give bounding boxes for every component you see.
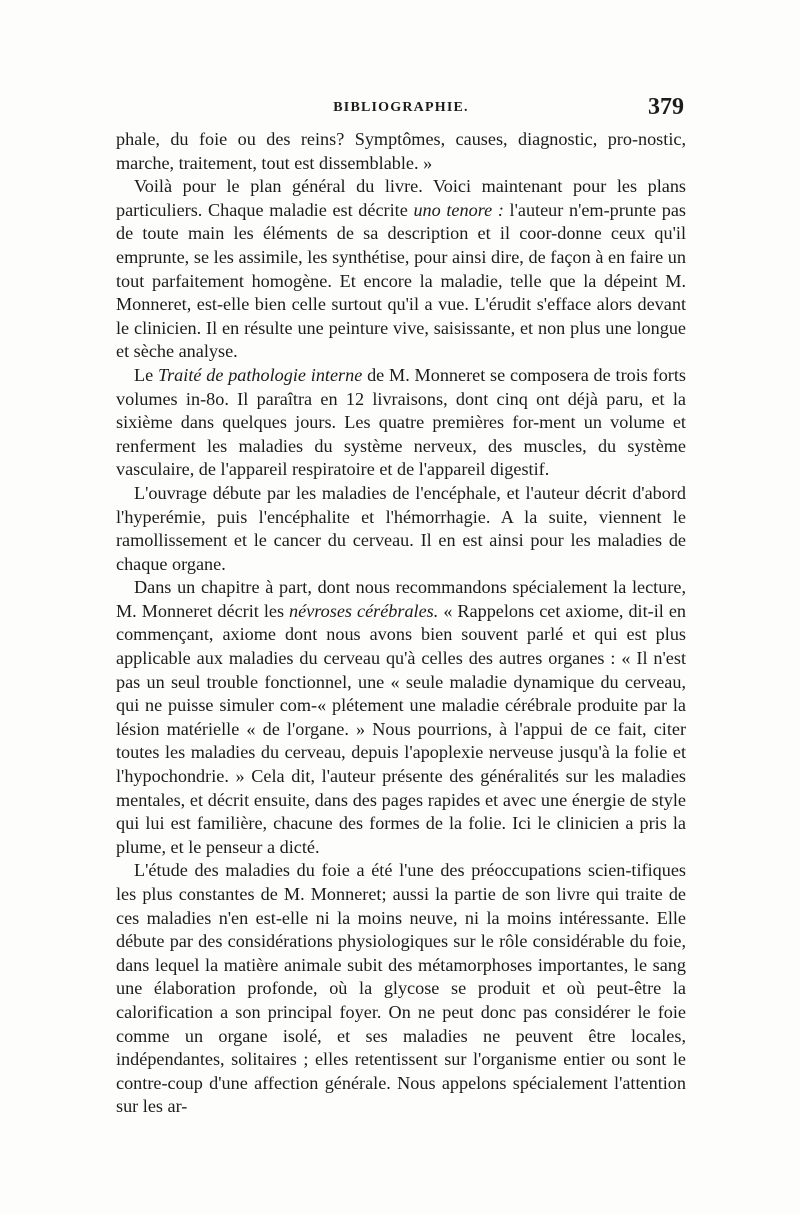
paragraph bbox=[116, 364, 686, 482]
paragraph bbox=[116, 128, 686, 175]
page-number: 379 bbox=[648, 94, 684, 120]
text-run: Voilà pour le plan général du livre. Voici maintenant pour les plans particuliers. Chaque maladie est décrite bbox=[116, 176, 686, 220]
paragraph bbox=[116, 175, 686, 364]
body-text bbox=[116, 128, 686, 1119]
text-run: « Rappelons cet axiome, dit-il en commençant, axiome dont nous avons bien souvent parlé et qui est plus applicable aux maladies du cerveau qu'à celles des autres organes : « Il n'est pas un seul trouble fonctionnel, une « seule maladie dynamique du cerveau, qui ne puisse simuler com-« plétement une maladie cérébrale produite par la lésion matérielle « de l'organe. » Nous pourrions, à l'appui de ce fait, citer toutes les maladies du cerveau, depuis l'apoplexie nerveuse jusqu'à la folie et l'hypochondrie. » Cela dit, l'auteur présente des généralités sur les maladies mentales, et décrit ensuite, dans des pages rapides et avec une énergie de style qui lui est familière, chacune des formes de la folie. Ici le clinicien a pris la plume, et le penseur a dicté. bbox=[116, 600, 686, 857]
text-run: L'ouvrage débute par les maladies de l'encéphale, et l'auteur décrit d'abord l'hyperémie, puis l'encéphalite et l'hémorrhagie. A la suite, viennent le ramollissement et le cancer du cerveau. Il en est ainsi pour les maladies de chaque organe. bbox=[116, 482, 686, 574]
italic-text-run: uno tenore : bbox=[413, 199, 504, 220]
running-head bbox=[116, 96, 686, 124]
paragraph bbox=[116, 576, 686, 859]
text-run: Le bbox=[134, 364, 158, 385]
italic-text-run: Traité de pathologie interne bbox=[157, 364, 363, 385]
paragraph bbox=[116, 482, 686, 576]
text-run: L'étude des maladies du foie a été l'une des préoccupations scien-tifiques les plus constantes de M. Monneret; aussi la partie de son livre qui traite de ces maladies n'en est-elle ni la moins neuve, ni la moins intéressante. Elle débute par des considérations physiologiques sur le rôle considérable du foie, dans lequel la matière animale subit des métamorphoses importantes, le sang une élaboration profonde, où la glycose se produit et où peut-être la calorification a son principal foyer. On ne peut donc pas considérer le foie comme un organe isolé, et ses maladies ne peuvent être locales, indépendantes, solitaires ; elles retentissent sur l'organisme entier ou sont le contre-coup d'une affection générale. Nous appelons spécialement l'attention sur les ar- bbox=[116, 860, 686, 1117]
text-run: de M. Monneret se composera de trois forts volumes in-8o. Il paraîtra en 12 livraisons, dont cinq ont déjà paru, et la sixième dans quelques jours. Les quatre premières for-ment un volume et renferment les maladies du système nerveux, des muscles, du système vasculaire, de l'appareil respiratoire et de l'appareil digestif. bbox=[116, 364, 686, 480]
paragraph bbox=[116, 859, 686, 1119]
text-run: l'auteur n'em-prunte pas de toute main les éléments de sa description et il coor-donne ceux qu'il emprunte, se les assimile, les synthétise, pour ainsi dire, de façon à en faire un tout parfaitement homogène. Et encore la maladie, telle que la dépeint M. Monneret, est-elle bien celle surtout qu'il a vue. L'érudit s'efface alors devant le clinicien. Il en résulte une peinture vive, saisissante, et non plus une longue et sèche analyse. bbox=[116, 199, 686, 362]
text-run: phale, du foie ou des reins? Symptômes, causes, diagnostic, pro-nostic, marche, traitement, tout est dissemblable. » bbox=[116, 129, 686, 173]
running-title: BIBLIOGRAPHIE. bbox=[333, 100, 469, 115]
text-run: Dans un chapitre à part, dont nous recommandons spécialement la lecture, M. Monneret décrit les bbox=[116, 577, 686, 621]
italic-text-run: névroses cérébrales. bbox=[289, 600, 439, 621]
